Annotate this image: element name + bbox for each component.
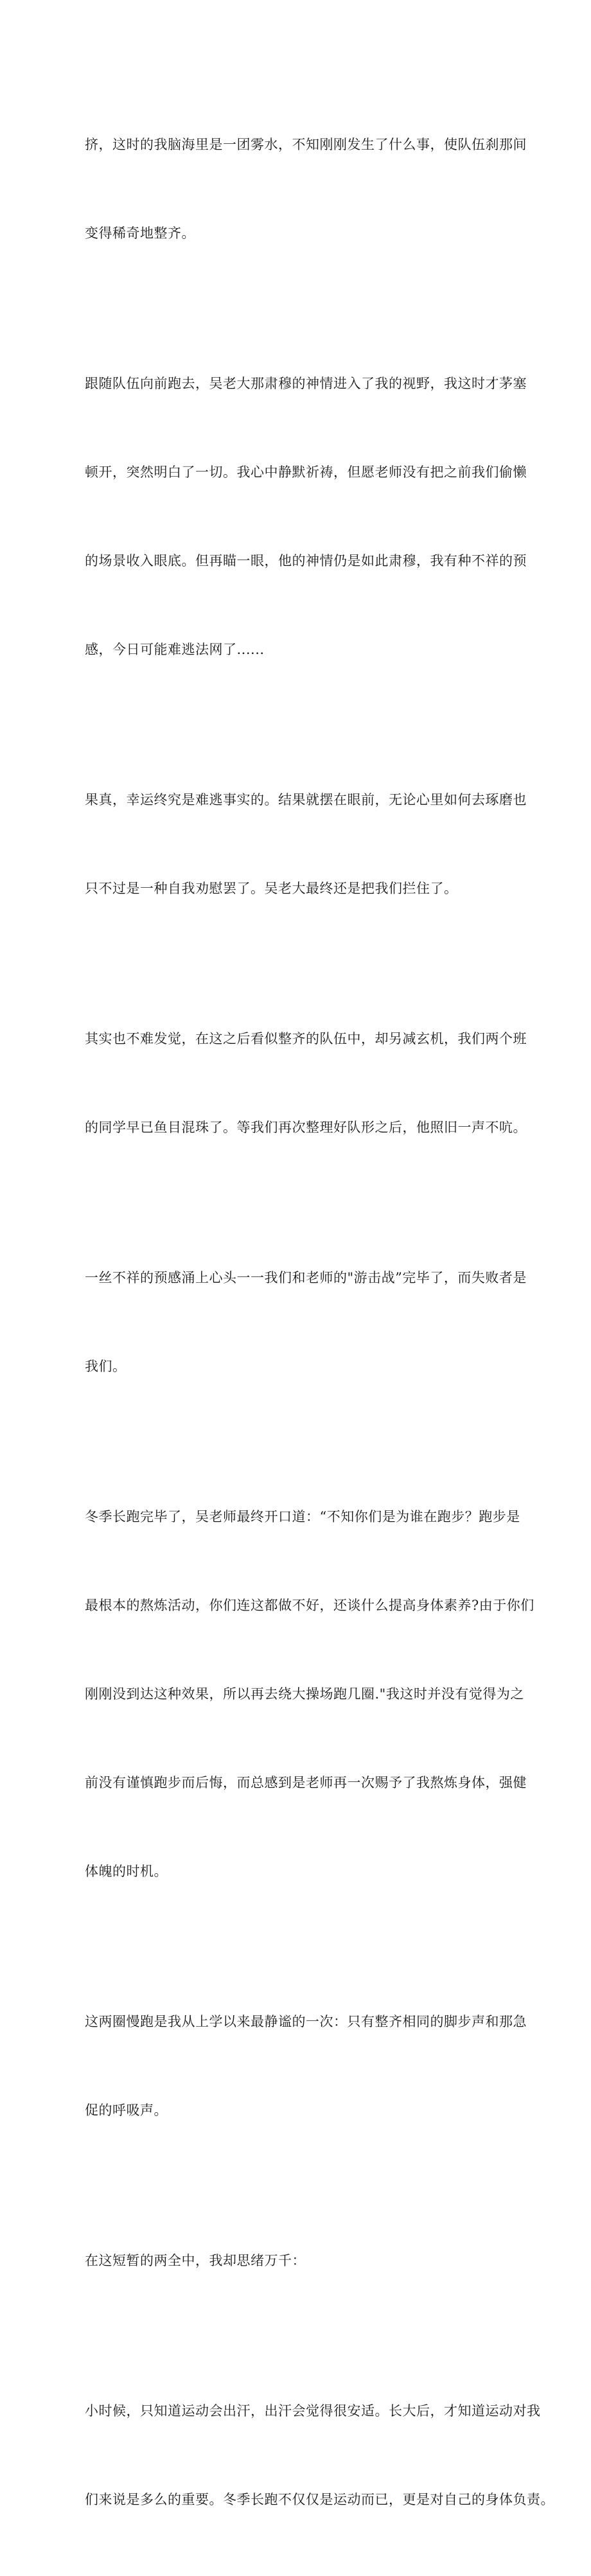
text-line: 刚刚没到达这种效果，所以再去绕大操场跑几圈."我这时并没有觉得为之 xyxy=(85,1686,524,1702)
text-line: 促的呼吸声。 xyxy=(85,2103,168,2118)
text-line: 感，今日可能难逃法网了...... xyxy=(85,642,265,657)
paragraph xyxy=(85,726,527,962)
paragraph xyxy=(85,310,527,723)
text-line: 的同学早已鱼目混珠了。等我们再次整理好队形之后，他照旧一声不吭。 xyxy=(85,1120,527,1135)
text-line: 这两圈慢跑是我从上学以来最静谧的一次：只有整齐相同的脚步声和那急 xyxy=(85,2014,527,2029)
text-line: 在这短暂的两全中，我却思绪万千： xyxy=(85,2253,306,2268)
text-line: 冬季长跑完毕了，吴老师最终开口道：“不知你们是为谁在跑步？跑步是 xyxy=(85,1509,520,1524)
text-line: 的场景收入眼底。但再瞄一眼，他的神情仍是如此肃穆，我有种不祥的预 xyxy=(85,553,527,569)
paragraph xyxy=(85,1443,534,1945)
text-line: 一丝不祥的预感涌上心头一一我们和老师的"游击战”完毕了，而失败者是 xyxy=(85,1270,527,1285)
text-line: 顿开，突然明白了一切。我心中静默祈祷，但愿老师没有把之前我们偷懒 xyxy=(85,464,527,480)
paragraph xyxy=(85,71,527,307)
paragraph xyxy=(85,965,527,1201)
paragraph xyxy=(85,1204,527,1440)
text-line: 最根本的熬炼活动，你们连这都做不好，还谈什么提高身体素养?由于你们 xyxy=(85,1598,534,1613)
text-line: 变得稀奇地整齐。 xyxy=(85,225,195,241)
text-line: 其实也不难发觉，在这之后看似整齐的队伍中，却另减玄机，我们两个班 xyxy=(85,1031,527,1046)
text-line: 挤，这时的我脑海里是一团雾水，不知刚刚发生了什么事，使队伍刹那间 xyxy=(85,137,527,152)
paragraph xyxy=(85,1948,527,2184)
text-line: 体魄的时机。 xyxy=(85,1864,168,1879)
text-line: 前没有谨慎跑步而后悔，而总感到是老师再一次赐予了我熬炼身体，强健 xyxy=(85,1775,527,1790)
text-line: 们来说是多么的重要。冬季长跑不仅仅是运动而已，更是对自己的身体负责。 xyxy=(85,2492,554,2507)
text-line: 果真，幸运终究是难逃事实的。结果就摆在眼前，无论心里如何去琢磨也 xyxy=(85,792,527,807)
text-line: 只不过是一种自我劝慰罢了。吴老大最终还是把我们拦住了。 xyxy=(85,881,458,896)
text-line: 我们。 xyxy=(85,1359,127,1374)
text-line: 小时候，只知道运动会出汗，出汗会觉得很安适。长大后，才知道运动对我 xyxy=(85,2403,541,2419)
document-body xyxy=(85,71,554,2576)
paragraph xyxy=(85,2337,554,2573)
text-line: 跟随队伍向前跑去，吴老大那肃穆的神情进入了我的视野，我这时才茅塞 xyxy=(85,376,527,391)
paragraph xyxy=(85,2187,509,2334)
